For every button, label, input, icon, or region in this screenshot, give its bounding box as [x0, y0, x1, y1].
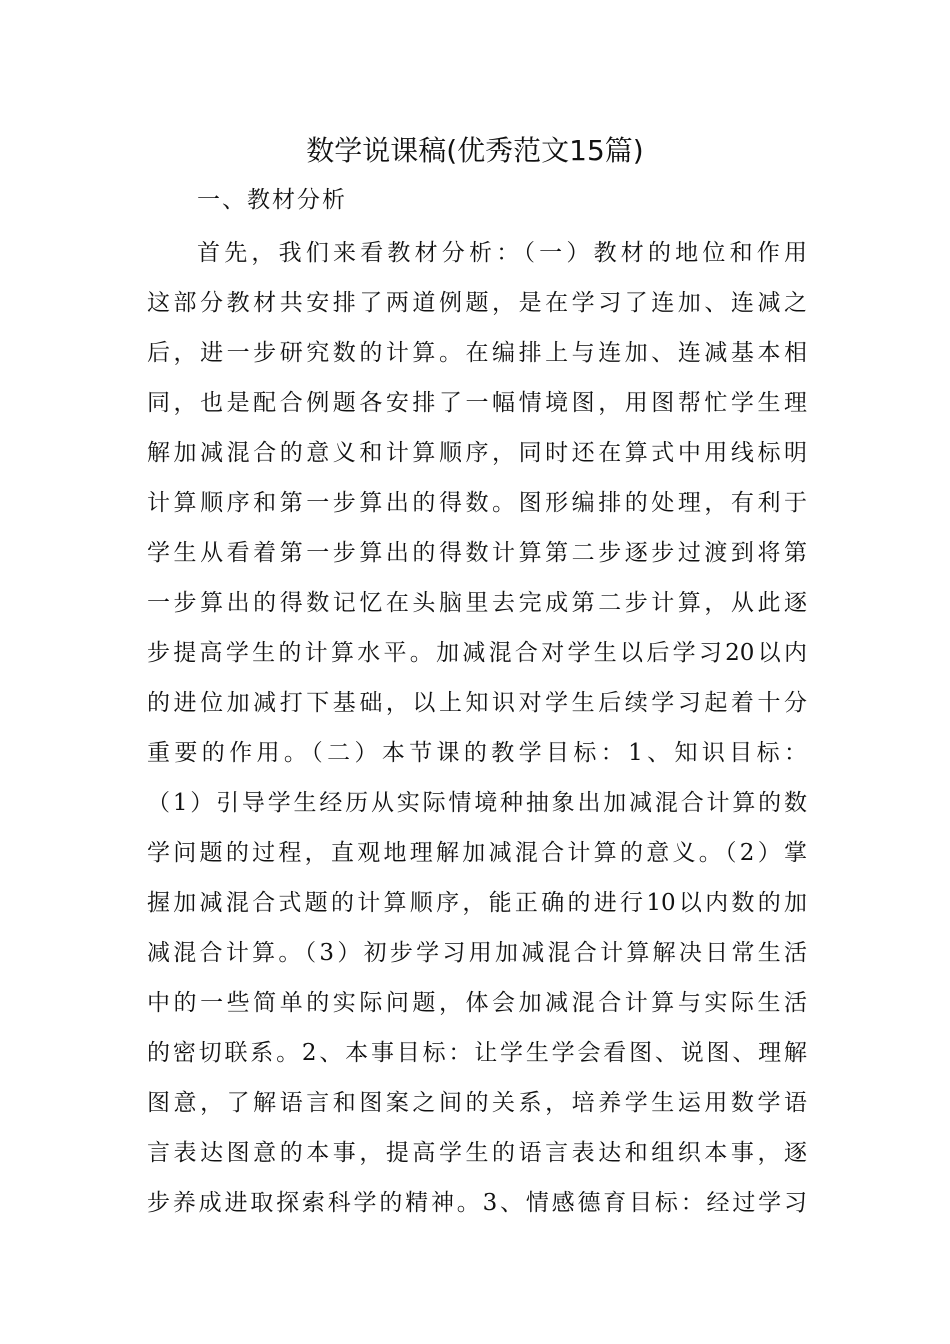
paragraph-line: 图意，了解语言和图案之间的关系，培养学生运用数学语 [147, 1090, 807, 1116]
section-heading: 一、教材分析 [197, 187, 347, 213]
paragraph-line: 减混合计算。（3）初步学习用加减混合计算解决日常生活 [147, 940, 807, 966]
paragraph-line: 计算顺序和第一步算出的得数。图形编排的处理，有利于 [147, 490, 807, 516]
body-paragraph [147, 228, 807, 1228]
paragraph-line: 步养成进取探索科学的精神。3、情感德育目标：经过学习 [147, 1190, 807, 1216]
paragraph-line: 这部分教材共安排了两道例题，是在学习了连加、连减之 [147, 290, 807, 316]
paragraph-line: 重要的作用。（二）本节课的教学目标：1、知识目标： [147, 740, 807, 766]
paragraph-line: 言表达图意的本事，提高学生的语言表达和组织本事，逐 [147, 1140, 807, 1166]
paragraph-line: 学生从看着第一步算出的得数计算第二步逐步过渡到将第 [147, 540, 807, 566]
paragraph-line: 一步算出的得数记忆在头脑里去完成第二步计算，从此逐 [147, 590, 807, 616]
paragraph-line: 的密切联系。2、本事目标：让学生学会看图、说图、理解 [147, 1040, 807, 1066]
paragraph-line: 学问题的过程，直观地理解加减混合计算的意义。（2）掌 [147, 840, 807, 866]
document-title: 数学说课稿(优秀范文15篇) [306, 134, 644, 167]
paragraph-line: （1）引导学生经历从实际情境种抽象出加减混合计算的数 [147, 790, 807, 816]
paragraph-line: 首先，我们来看教材分析：（一）教材的地位和作用 [197, 240, 807, 266]
paragraph-line: 握加减混合式题的计算顺序，能正确的进行10以内数的加 [147, 890, 807, 916]
paragraph-line: 步提高学生的计算水平。加减混合对学生以后学习20以内 [147, 640, 807, 666]
paragraph-line: 的进位加减打下基础，以上知识对学生后续学习起着十分 [147, 690, 807, 716]
paragraph-line: 中的一些简单的实际问题，体会加减混合计算与实际生活 [147, 990, 807, 1016]
paragraph-line: 同，也是配合例题各安排了一幅情境图，用图帮忙学生理 [147, 390, 807, 416]
paragraph-line: 后，进一步研究数的计算。在编排上与连加、连减基本相 [147, 340, 807, 366]
paragraph-line: 解加减混合的意义和计算顺序，同时还在算式中用线标明 [147, 440, 807, 466]
